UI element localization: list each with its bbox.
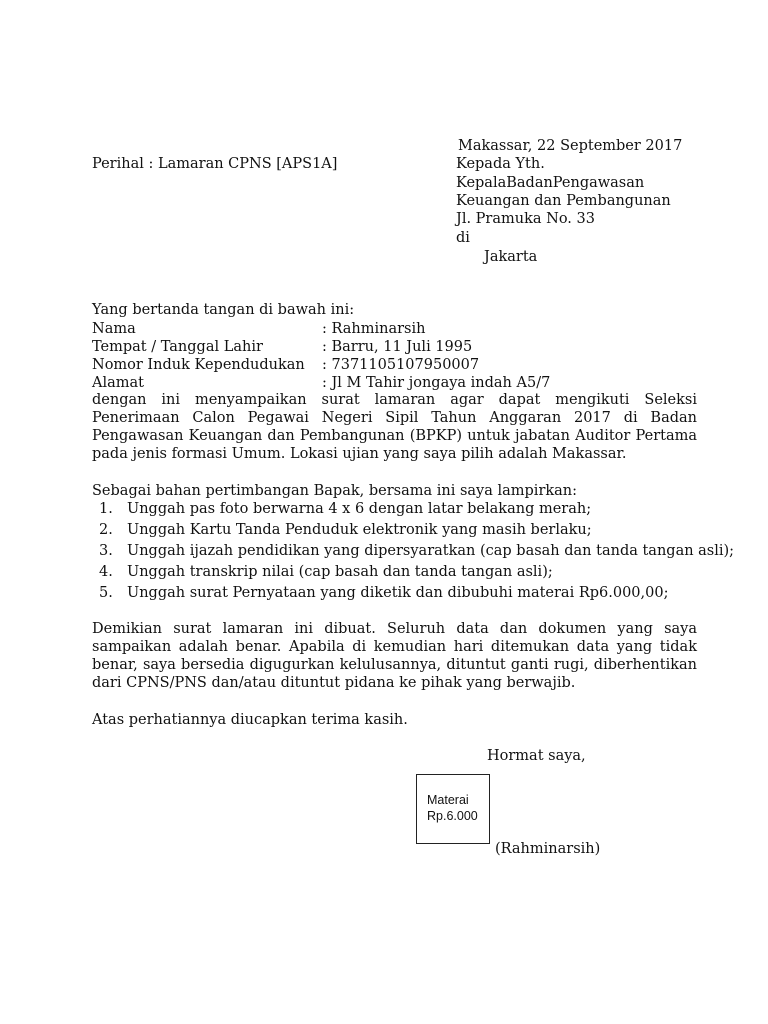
recipient-line: Keuangan dan Pembangunan xyxy=(456,193,671,209)
field-label: Nama xyxy=(92,321,136,337)
intro-line: Yang bertanda tangan di bawah ini: xyxy=(92,302,355,318)
recipient-line: KepalaBadanPengawasan xyxy=(456,175,645,191)
field-row-birth xyxy=(92,338,697,356)
field-label: Nomor Induk Kependudukan xyxy=(92,357,305,373)
list-text: Unggah transkrip nilai (cap basah dan tanda tangan asli); xyxy=(127,564,553,580)
list-number: 1. xyxy=(99,501,113,517)
field-value: : Jl M Tahir jongaya indah A5/7 xyxy=(322,375,551,391)
field-value: : Barru, 11 Juli 1995 xyxy=(322,339,473,355)
list-text: Unggah ijazah pendidikan yang dipersyaratkan (cap basah dan tanda tangan asli); xyxy=(127,543,735,559)
field-row-address xyxy=(92,374,697,392)
list-item xyxy=(99,563,553,585)
field-value: : Rahminarsih xyxy=(322,321,426,337)
recipient-line: Jl. Pramuka No. 33 xyxy=(456,211,595,227)
place-date: Makassar, 22 September 2017 xyxy=(458,138,683,154)
stamp-label: Materai xyxy=(427,793,469,807)
thanks-line: Atas perhatiannya diucapkan terima kasih. xyxy=(92,712,408,728)
list-text: Unggah Kartu Tanda Penduduk elektronik yang masih berlaku; xyxy=(127,522,592,538)
field-row-name xyxy=(92,320,697,338)
field-label: Tempat / Tanggal Lahir xyxy=(92,339,263,355)
closing-paragraph: Demikian surat lamaran ini dibuat. Seluruh data dan dokumen yang saya sampaikan adalah benar. Apabila di kemudian hari ditemukan data yang tidak benar, saya bersedia digugurkan kelulusannya, dituntut ganti rugi, diberhentikan dari CPNS/PNS dan/atau dituntut pidana ke pihak yang berwajib. xyxy=(92,621,697,691)
signature-name: (Rahminarsih) xyxy=(495,841,601,857)
stamp-amount: Rp.6.000 xyxy=(427,809,478,823)
list-item xyxy=(99,542,734,564)
list-item xyxy=(99,500,591,522)
list-number: 4. xyxy=(99,564,113,580)
list-number: 5. xyxy=(99,585,113,601)
list-item xyxy=(99,521,592,543)
field-value: : 7371105107950007 xyxy=(322,357,480,373)
recipient-line: di xyxy=(456,230,470,246)
field-row-nik xyxy=(92,356,697,374)
recipient-line: Kepada Yth. xyxy=(456,156,545,172)
field-label: Alamat xyxy=(92,375,144,391)
attachments-intro: Sebagai bahan pertimbangan Bapak, bersama ini saya lampirkan: xyxy=(92,483,578,499)
recipient-city: Jakarta xyxy=(484,249,538,265)
list-number: 2. xyxy=(99,522,113,538)
salutation: Hormat saya, xyxy=(487,748,586,764)
subject-line: Perihal : Lamaran CPNS [APS1A] xyxy=(92,156,338,172)
list-item xyxy=(99,584,668,606)
list-number: 3. xyxy=(99,543,113,559)
list-text: Unggah pas foto berwarna 4 x 6 dengan latar belakang merah; xyxy=(127,501,592,517)
body-paragraph: dengan ini menyampaikan surat lamaran agar dapat mengikuti Seleksi Penerimaan Calon Pegawai Negeri Sipil Tahun Anggaran 2017 di Badan Pengawasan Keuangan dan Pembangunan (BPKP) untuk jabatan Auditor Pertama pada jenis formasi Umum. Lokasi ujian yang saya pilih adalah Makassar. xyxy=(92,392,697,462)
materai-stamp-box xyxy=(416,774,490,844)
list-text: Unggah surat Pernyataan yang diketik dan dibubuhi materai Rp6.000,00; xyxy=(127,585,669,601)
